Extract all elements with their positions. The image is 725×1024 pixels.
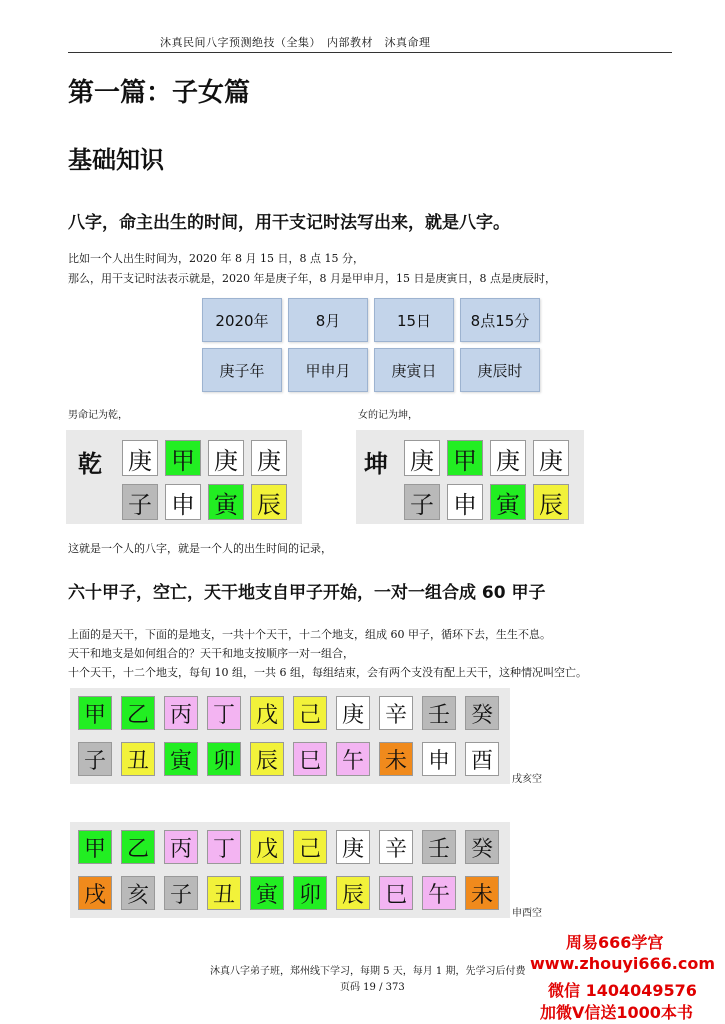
cycle1-branch-4: 卯 bbox=[207, 742, 241, 776]
cycle2-branch-6: 卯 bbox=[293, 876, 327, 910]
para1-line2: 那么，用干支记时法表示就是，2020 年是庚子年，8 月是甲申月，15 日是庚寅日，8 点是庚辰时， bbox=[68, 272, 556, 285]
cycle2-branch-2: 亥 bbox=[121, 876, 155, 910]
cycle1-stem-5: 戊 bbox=[250, 696, 284, 730]
ganzhi-month: 甲申月 bbox=[288, 348, 368, 392]
cycle1-void-note: 戌亥空 bbox=[512, 774, 542, 785]
cycle2-void-note: 申酉空 bbox=[512, 908, 542, 919]
cycle2-stem-3: 丙 bbox=[164, 830, 198, 864]
heading-bazi: 八字，命主出生的时间，用干支记时法写出来，就是八字。 bbox=[68, 213, 510, 233]
female-branch-month: 申 bbox=[447, 484, 483, 520]
cycle1-branch-3: 寅 bbox=[164, 742, 198, 776]
ganzhi-hour: 庚辰时 bbox=[460, 348, 540, 392]
cycle1-branch-8: 未 bbox=[379, 742, 413, 776]
female-stem-hour: 庚 bbox=[533, 440, 569, 476]
chapter-title: 第一篇：子女篇 bbox=[68, 78, 251, 108]
para3-line3: 十个天干，十二个地支，每旬 10 组，一共 6 组，每组结束，会有两个支没有配上天干，这种情况叫空亡。 bbox=[68, 666, 587, 679]
cycle2-stem-10: 癸 bbox=[465, 830, 499, 864]
promo-line3: 微信 1404049576 bbox=[548, 981, 697, 1000]
cycle2-stem-7: 庚 bbox=[336, 830, 370, 864]
cycle2-stem-9: 壬 bbox=[422, 830, 456, 864]
cycle1-stem-6: 己 bbox=[293, 696, 327, 730]
male-branch-hour: 辰 bbox=[251, 484, 287, 520]
ganzhi-day: 庚寅日 bbox=[374, 348, 454, 392]
male-branch-day: 寅 bbox=[208, 484, 244, 520]
cycle1-stem-8: 辛 bbox=[379, 696, 413, 730]
cycle1-stem-10: 癸 bbox=[465, 696, 499, 730]
cycle2-branch-10: 未 bbox=[465, 876, 499, 910]
cycle1-branch-2: 丑 bbox=[121, 742, 155, 776]
cycle2-branch-5: 寅 bbox=[250, 876, 284, 910]
running-header: 沐真民间八字预测绝技（全集） 内部教材 沐真命理 bbox=[160, 36, 431, 49]
female-label: 女的记为坤， bbox=[358, 410, 418, 421]
cycle1-stem-2: 乙 bbox=[121, 696, 155, 730]
cycle1-branch-5: 辰 bbox=[250, 742, 284, 776]
male-branch-month: 申 bbox=[165, 484, 201, 520]
date-hour: 8点15分 bbox=[460, 298, 540, 342]
promo-line1: 周易666学宫 bbox=[566, 933, 664, 952]
cycle1-branch-7: 午 bbox=[336, 742, 370, 776]
cycle1-branch-10: 酉 bbox=[465, 742, 499, 776]
cycle1-branch-6: 巳 bbox=[293, 742, 327, 776]
cycle2-branch-3: 子 bbox=[164, 876, 198, 910]
footer-line: 沐真八字弟子班，郑州线下学习，每期 5 天，每月 1 期，先学习后付费 bbox=[210, 966, 526, 977]
female-branch-day: 寅 bbox=[490, 484, 526, 520]
cycle2-branch-4: 丑 bbox=[207, 876, 241, 910]
cycle2-stem-6: 己 bbox=[293, 830, 327, 864]
heading-sixty-jiazi: 六十甲子，空亡，天干地支自甲子开始，一对一组合成 60 甲子 bbox=[68, 583, 546, 603]
cycle2-branch-8: 巳 bbox=[379, 876, 413, 910]
female-branch-year: 子 bbox=[404, 484, 440, 520]
promo-line2: www.zhouyi666.com bbox=[530, 954, 716, 973]
cycle1-branch-1: 子 bbox=[78, 742, 112, 776]
cycle1-stem-9: 壬 bbox=[422, 696, 456, 730]
female-branch-hour: 辰 bbox=[533, 484, 569, 520]
cycle1-branch-9: 申 bbox=[422, 742, 456, 776]
date-year: 2020年 bbox=[202, 298, 282, 342]
promo-line4: 加微V信送1000本书 bbox=[540, 1003, 693, 1022]
male-stem-year: 庚 bbox=[122, 440, 158, 476]
para2: 这就是一个人的八字，就是一个人的出生时间的记录， bbox=[68, 542, 332, 555]
para3-line2: 天干和地支是如何组合的？天干和地支按顺序一对一组合， bbox=[68, 647, 354, 660]
date-month: 8月 bbox=[288, 298, 368, 342]
cycle1-stem-4: 丁 bbox=[207, 696, 241, 730]
page-number: 页码 19 / 373 bbox=[340, 982, 405, 993]
female-stem-year: 庚 bbox=[404, 440, 440, 476]
cycle2-stem-5: 戊 bbox=[250, 830, 284, 864]
female-gender-char: 坤 bbox=[364, 450, 388, 478]
ganzhi-year: 庚子年 bbox=[202, 348, 282, 392]
date-day: 15日 bbox=[374, 298, 454, 342]
header-divider bbox=[68, 52, 672, 53]
male-stem-day: 庚 bbox=[208, 440, 244, 476]
female-stem-day: 庚 bbox=[490, 440, 526, 476]
cycle1-stem-7: 庚 bbox=[336, 696, 370, 730]
cycle2-stem-8: 辛 bbox=[379, 830, 413, 864]
cycle1-stem-1: 甲 bbox=[78, 696, 112, 730]
cycle2-branch-1: 戌 bbox=[78, 876, 112, 910]
male-stem-month: 甲 bbox=[165, 440, 201, 476]
cycle2-stem-4: 丁 bbox=[207, 830, 241, 864]
cycle2-branch-7: 辰 bbox=[336, 876, 370, 910]
cycle2-stem-1: 甲 bbox=[78, 830, 112, 864]
para3-line1: 上面的是天干，下面的是地支，一共十个天干，十二个地支，组成 60 甲子，循环下去，生生不息。 bbox=[68, 628, 551, 641]
para1-line1: 比如一个人出生时间为，2020 年 8 月 15 日，8 点 15 分， bbox=[68, 252, 364, 265]
cycle2-stem-2: 乙 bbox=[121, 830, 155, 864]
male-label: 男命记为乾， bbox=[68, 410, 128, 421]
cycle1-stem-3: 丙 bbox=[164, 696, 198, 730]
male-stem-hour: 庚 bbox=[251, 440, 287, 476]
cycle2-branch-9: 午 bbox=[422, 876, 456, 910]
female-stem-month: 甲 bbox=[447, 440, 483, 476]
section-title: 基础知识 bbox=[68, 146, 164, 174]
male-branch-year: 子 bbox=[122, 484, 158, 520]
male-gender-char: 乾 bbox=[78, 450, 102, 478]
